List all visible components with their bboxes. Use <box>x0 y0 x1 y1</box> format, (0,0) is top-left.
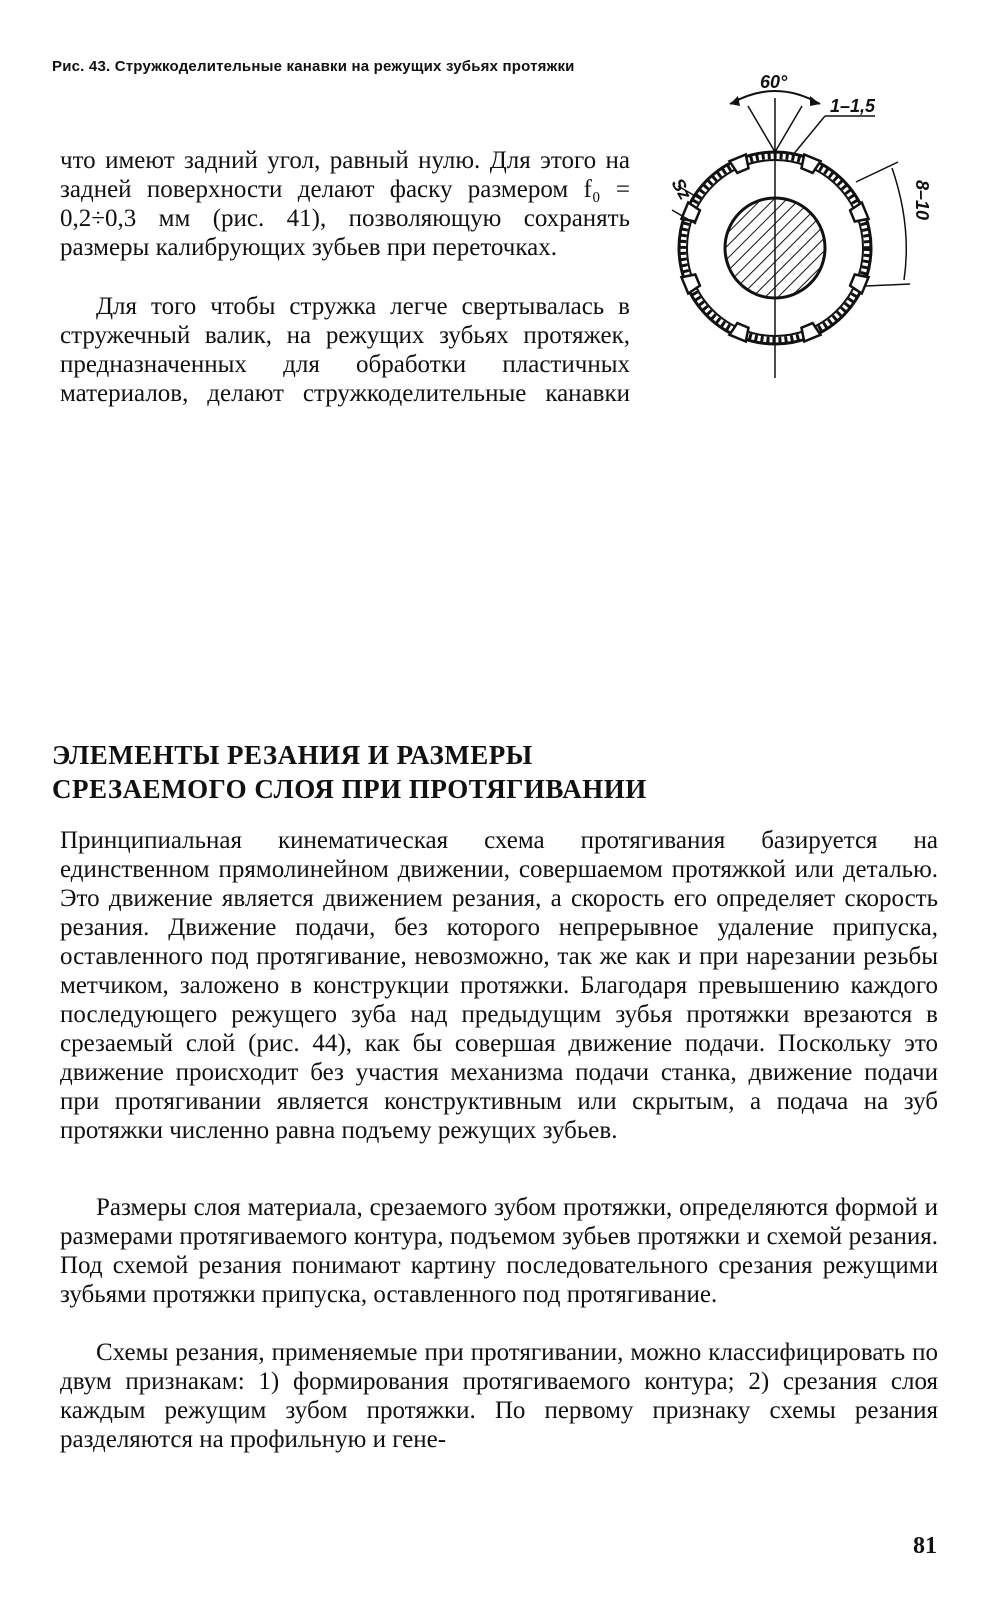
paragraph-chip-breaker-intro <box>60 292 630 408</box>
section-heading-line-1: ЭЛЕМЕНТЫ РЕЗАНИЯ И РАЗМЕРЫ <box>52 740 533 770</box>
page-number: 81 <box>913 1533 937 1559</box>
angle-label: 60° <box>760 72 788 92</box>
paragraph-cutting-schemes: Схемы резания, применяемые при протягивании, можно классифицировать по двум признакам: 1) формирования протягиваемого контура; 2) срезания слоя каждым режущим зубом протяжки. По первому признаку схемы резания разделяются на профильную и гене- <box>60 1339 938 1453</box>
section-heading-line-2: СРЕЗАЕМОГО СЛОЯ ПРИ ПРОТЯГИВАНИИ <box>52 774 647 804</box>
figure-caption: Рис. 43. Стружкоделительные канавки на режущих зубьях протяжки <box>52 58 575 75</box>
sz-label: Sz <box>667 174 696 204</box>
figure-broach-section <box>660 58 960 378</box>
section-heading <box>52 738 752 806</box>
paragraph-continuation: что имеют задний угол, равный нулю. Для этого на задней поверхности делают фаску размером f₀ = 0,2÷0,3 мм (рис. 41), позволяющую сохранять размеры калибрующих зубьев при переточках. <box>60 147 630 261</box>
groove-width-label: 1–1,5 <box>830 96 876 116</box>
paragraph-kinematics: Принципиальная кинематическая схема протягивания базируется на единственном прямолинейном движении, совершаемом протяжкой или деталью. Это движение является движением резания, а скорость его определяет скорость резания. Движение подачи, без которого непрерывное удаление припуска, оставленного под протягивание, невозможно, так же как и при нарезании резьбы метчиком, заложено в конструкции протяжки. Благодаря превышению каждого последующего режущего зуба над предыдущим зубья протяжки врезаются в срезаемый слой (рис. 44), как бы совершая движение подачи. Поскольку это движение происходит без участия механизма подачи станка, движение подачи при протягивании является конструктивным или скрытым, а подача на зуб протяжки численно равна подъему режущих зубьев. <box>60 827 938 1144</box>
segment-width-label: 8–10 <box>912 180 932 221</box>
broach-cross-section-drawing <box>660 58 960 378</box>
paragraph-chip-breaker-text: Для того чтобы стружка легче свертывалась в стружечный валик, на режущих зубьях протяжек, предназначенных для обработки пластичных материалов, делают стружкоделительные канавки <box>60 293 630 407</box>
paragraph-layer-size: Размеры слоя материала, срезаемого зубом протяжки, определяются формой и размерами протягиваемого контура, подъемом зубьев протяжки и схемой резания. Под схемой резания понимают картину последовательного срезания режущими зубьями протяжки припуска, оставленного под протягивание. <box>60 1194 938 1308</box>
